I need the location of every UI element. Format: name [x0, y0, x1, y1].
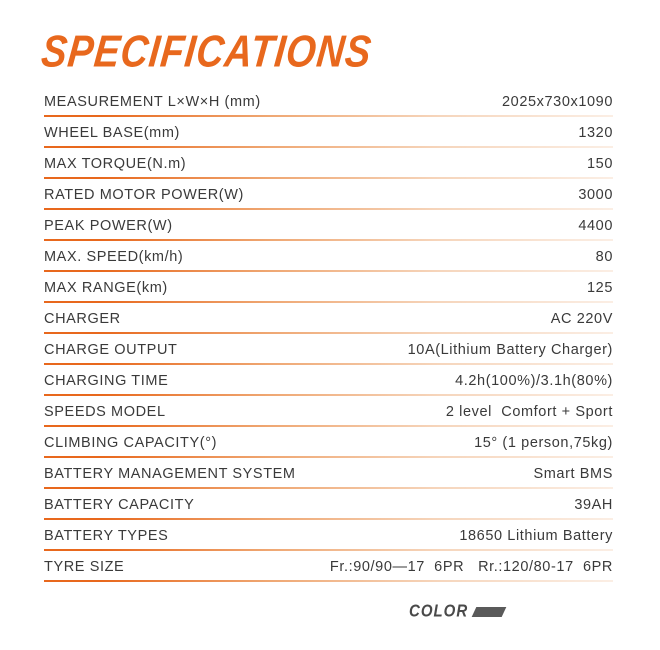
spec-row-rated-motor-power: [44, 179, 613, 210]
spec-row-speeds-model: [44, 396, 613, 427]
spec-value: 3000: [578, 186, 613, 203]
spec-value: 1320: [578, 124, 613, 141]
spec-label: CHARGER: [44, 310, 121, 327]
spec-label: BATTERY CAPACITY: [44, 496, 195, 513]
spec-label: RATED MOTOR POWER(W): [44, 186, 244, 203]
spec-row-bms: [44, 458, 613, 489]
spec-row-tyre-size: [44, 551, 613, 582]
spec-value: 80: [595, 248, 613, 265]
spec-label: CLIMBING CAPACITY(°): [44, 434, 218, 451]
spec-table: [44, 86, 613, 582]
spec-row-wheel-base: [44, 117, 613, 148]
spec-value: 125: [587, 279, 613, 296]
spec-label: CHARGE OUTPUT: [44, 341, 178, 358]
spec-row-charge-output: [44, 334, 613, 365]
spec-value: AC 220V: [550, 310, 613, 327]
spec-label: BATTERY MANAGEMENT SYSTEM: [44, 465, 296, 482]
spec-label: MAX TORQUE(N.m): [44, 155, 187, 172]
spec-label: PEAK POWER(W): [44, 217, 173, 234]
spec-row-peak-power: [44, 210, 613, 241]
spec-row-climbing-capacity: [44, 427, 613, 458]
spec-value: 4400: [578, 217, 613, 234]
spec-value: 4.2h(100%)/3.1h(80%): [455, 372, 613, 389]
color-bar-decoration: [472, 607, 507, 617]
spec-value: 18650 Lithium Battery: [459, 527, 613, 544]
spec-value: 2 level Comfort + Sport: [445, 403, 613, 420]
spec-value: 39AH: [574, 496, 613, 513]
spec-value: 150: [587, 155, 613, 172]
spec-row-battery-capacity: [44, 489, 613, 520]
spec-row-max-speed: [44, 241, 613, 272]
spec-label: TYRE SIZE: [44, 558, 125, 575]
spec-label: WHEEL BASE(mm): [44, 124, 180, 141]
spec-row-max-torque: [44, 148, 613, 179]
spec-value: Smart BMS: [533, 465, 613, 482]
spec-row-battery-types: [44, 520, 613, 551]
spec-label: SPEEDS MODEL: [44, 403, 166, 420]
spec-value: 2025x730x1090: [501, 93, 613, 110]
spec-value: 10A(Lithium Battery Charger): [407, 341, 613, 358]
spec-value: Fr.:90/90—17 6PR Rr.:120/80-17 6PR: [329, 558, 613, 575]
color-label: COLOR: [409, 601, 469, 622]
spec-label: MEASUREMENT L×W×H (mm): [44, 93, 261, 110]
spec-label: MAX RANGE(km): [44, 279, 168, 296]
spec-row-charging-time: [44, 365, 613, 396]
color-heading: [409, 603, 504, 620]
spec-row-charger: [44, 303, 613, 334]
spec-row-max-range: [44, 272, 613, 303]
spec-label: CHARGING TIME: [44, 372, 169, 389]
page-title: SPECIFICATIONS: [39, 27, 375, 78]
spec-label: MAX. SPEED(km/h): [44, 248, 184, 265]
spec-value: 15° (1 person,75kg): [474, 434, 613, 451]
spec-label: BATTERY TYPES: [44, 527, 169, 544]
spec-row-measurement: [44, 86, 613, 117]
